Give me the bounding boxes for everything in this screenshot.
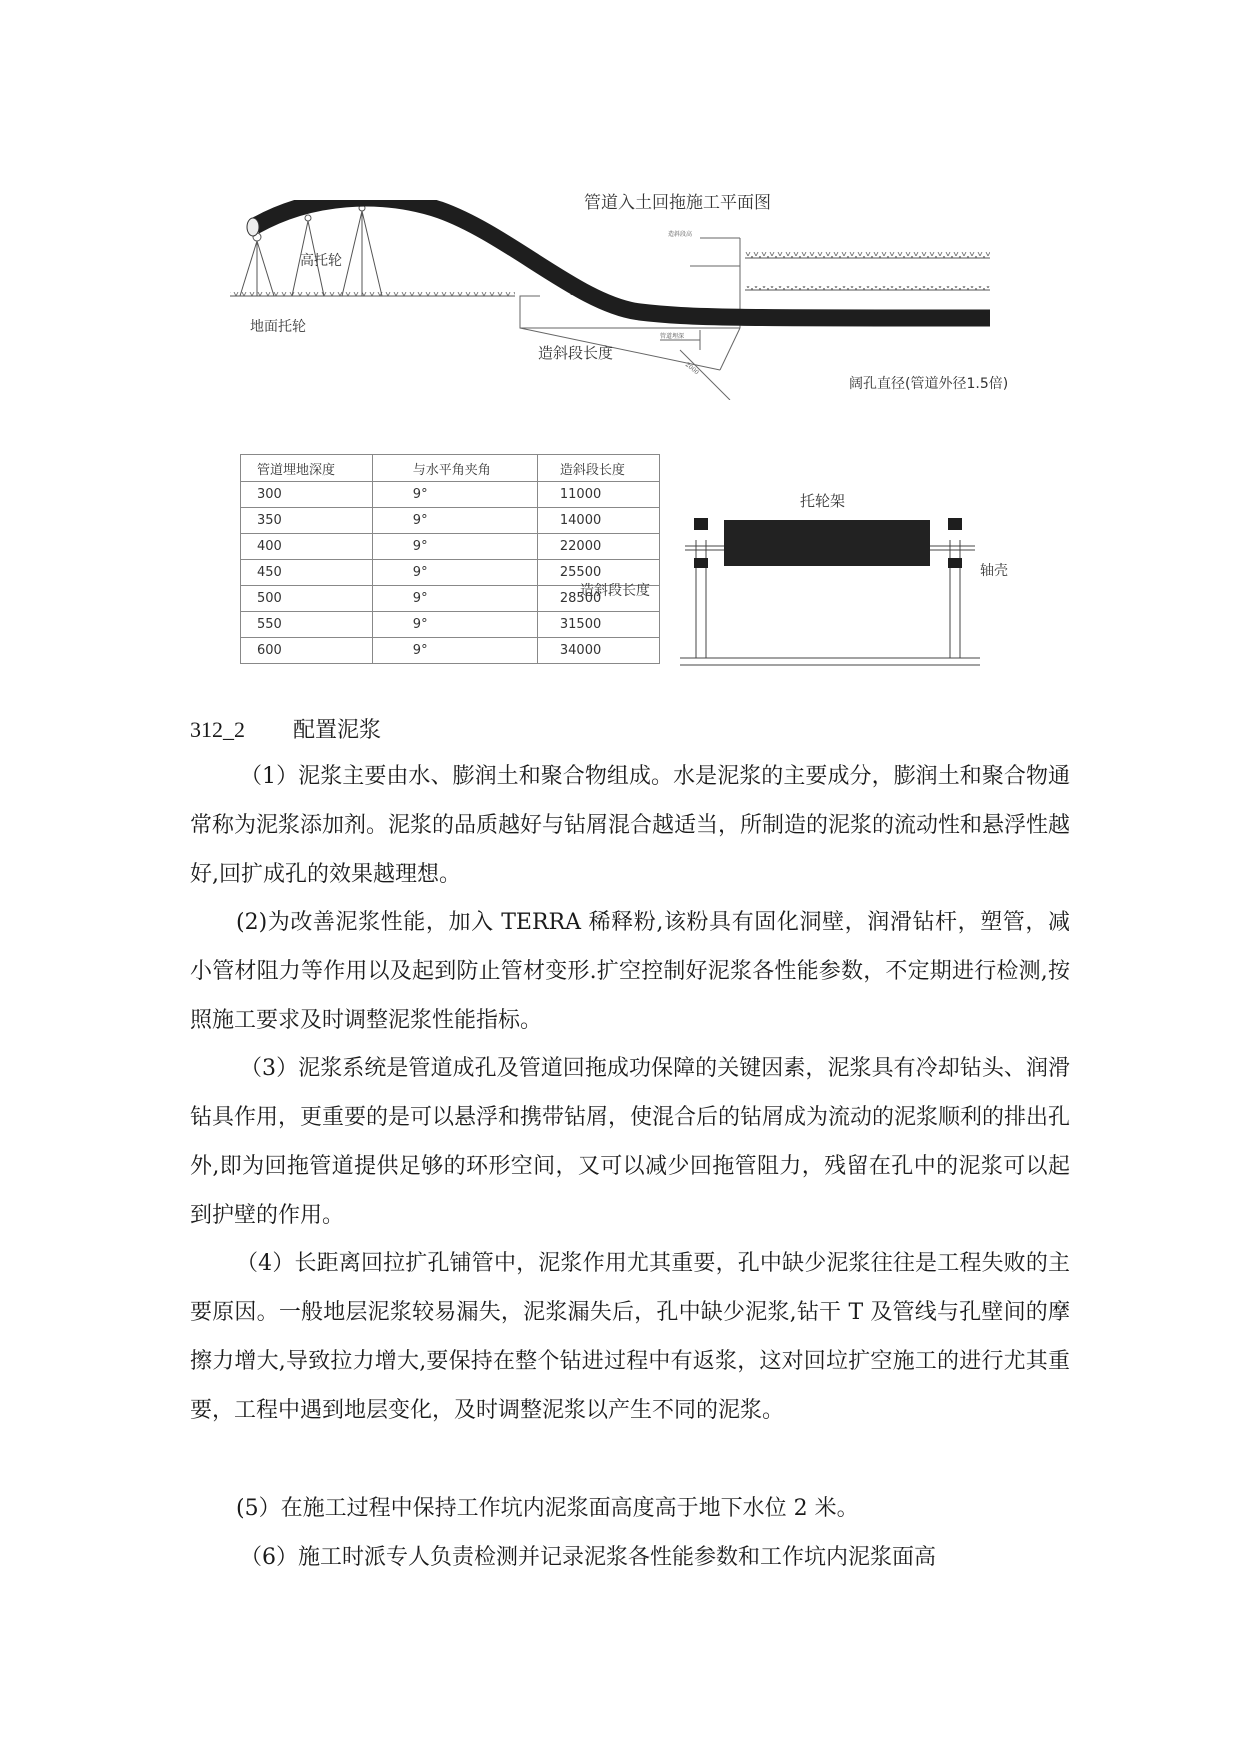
table-row (241, 612, 660, 638)
column-header: 管道埋地深度 (241, 455, 373, 482)
figure-tiny-label-bottom: 管道埋深 (660, 333, 685, 340)
axle-label: 轴壳 (980, 563, 1008, 579)
table-cell: 550 (241, 612, 373, 638)
table-cell: 22000 (537, 534, 659, 560)
ground-roller-label: 地面托轮 (250, 319, 306, 335)
column-header: 造斜段长度 (537, 455, 659, 482)
table-cell: 31500 (537, 612, 659, 638)
table-cell: 600 (241, 638, 373, 664)
table-header-row (241, 455, 660, 482)
table-row (241, 638, 660, 664)
table-cell: 500 (241, 586, 373, 612)
paragraph-2: (2)为改善泥浆性能，加入 TERRA 稀释粉,该粉具有固化洞壁，润滑钻杆，塑管，减小管材阻力等作用以及起到防止管材变形.扩空控制好泥浆各性能参数，不定期进行检测,按照施工要求及时调整泥浆性能指标。 (190, 910, 1070, 1033)
table-row (241, 482, 660, 508)
roller-frame-drawing (680, 510, 980, 670)
table-cell: 9° (372, 586, 537, 612)
table-cell: 25500 (537, 560, 659, 586)
paragraph-6: （6）施工时派专人负责检测并记录泥浆各性能参数和工作坑内泥浆面高 (240, 1545, 936, 1570)
ground-roller-stand (240, 233, 274, 296)
pipe-end-cap (247, 218, 259, 236)
pipe-body (255, 200, 990, 318)
paragraph-1: （1）泥浆主要由水、膨润土和聚合物组成。水是泥浆的主要成分，膨润土和聚合物通常称为泥浆添加剂。泥浆的品质越好与钻屑混合越适当，所制造的泥浆的流动性和悬浮性越好,回扩成孔的效果越理想。 (190, 764, 1071, 887)
table-cell: 34000 (537, 638, 659, 664)
roller-frame-title: 托轮架 (800, 492, 846, 510)
figure-tiny-label-diag: 2000 (683, 361, 700, 377)
hole-diameter-label: 阔孔直径(管道外径1.5倍) (849, 376, 1009, 392)
roller-drum (724, 520, 930, 566)
slope-length-label: 造斜段长度 (538, 344, 614, 362)
table-cell: 9° (372, 482, 537, 508)
table-cell: 9° (372, 560, 537, 586)
figure-tiny-label-L: L (570, 290, 574, 297)
table-cell: 14000 (537, 508, 659, 534)
high-roller-label: 高托轮 (300, 253, 342, 269)
table-cell: 400 (241, 534, 373, 560)
bracket-left-bottom (694, 558, 708, 568)
high-roller-stand-2 (342, 205, 382, 296)
bracket-right-bottom (948, 558, 962, 568)
burial-depth-table (240, 454, 660, 664)
table-cell: 9° (372, 534, 537, 560)
bracket-right-top (948, 518, 962, 530)
table-cell: 450 (241, 560, 373, 586)
table-cell: 28500 (537, 586, 659, 612)
ground-line-right (745, 252, 990, 290)
paragraph-4: （4）长距离回拉扩孔铺管中，泥浆作用尤其重要，孔中缺少泥浆往往是工程失败的主要原因。一般地层泥浆较易漏失，泥浆漏失后，孔中缺少泥浆,钻干 T 及管线与孔壁间的摩擦力增大,导致拉力增大,要保持在整个钻进过程中有返浆，这对回垃扩空施工的进行尤其重要，工程中遇到地层变化，及时调整泥浆以产生不同的泥浆。 (190, 1251, 1070, 1423)
bracket-left-top (694, 518, 708, 530)
table-cell: 9° (372, 612, 537, 638)
table-cell: 11000 (537, 482, 659, 508)
table-cell: 350 (241, 508, 373, 534)
figure-tiny-label-top: 造斜段高 (668, 231, 693, 238)
section-heading (190, 713, 381, 744)
column-header: 与水平角夹角 (372, 455, 537, 482)
table-row (241, 534, 660, 560)
pipe-profile-drawing (220, 200, 1060, 400)
table-cell: 9° (372, 508, 537, 534)
paragraph-3: （3）泥浆系统是管道成孔及管道回拖成功保障的关键因素，泥浆具有冷却钻头、润滑钻具作用，更重要的是可以悬浮和携带钻屑，使混合后的钻屑成为流动的泥浆顺利的排出孔外,即为回拖管道提供足够的环形空间，又可以减少回拖管阻力，残留在孔中的泥浆可以起到护壁的作用。 (190, 1056, 1071, 1228)
section-number: 312_2 (190, 717, 245, 742)
paragraph-5: (5）在施工过程中保持工作坑内泥浆面高度高于地下水位 2 米。 (236, 1496, 859, 1521)
table-cell: 300 (241, 482, 373, 508)
figure-title: 管道入土回拖施工平面图 (584, 193, 771, 213)
table-overlay-label: 造斜段长度 (580, 583, 650, 599)
section-title: 配置泥浆 (293, 718, 382, 743)
table-cell: 9° (372, 638, 537, 664)
table-row (241, 508, 660, 534)
